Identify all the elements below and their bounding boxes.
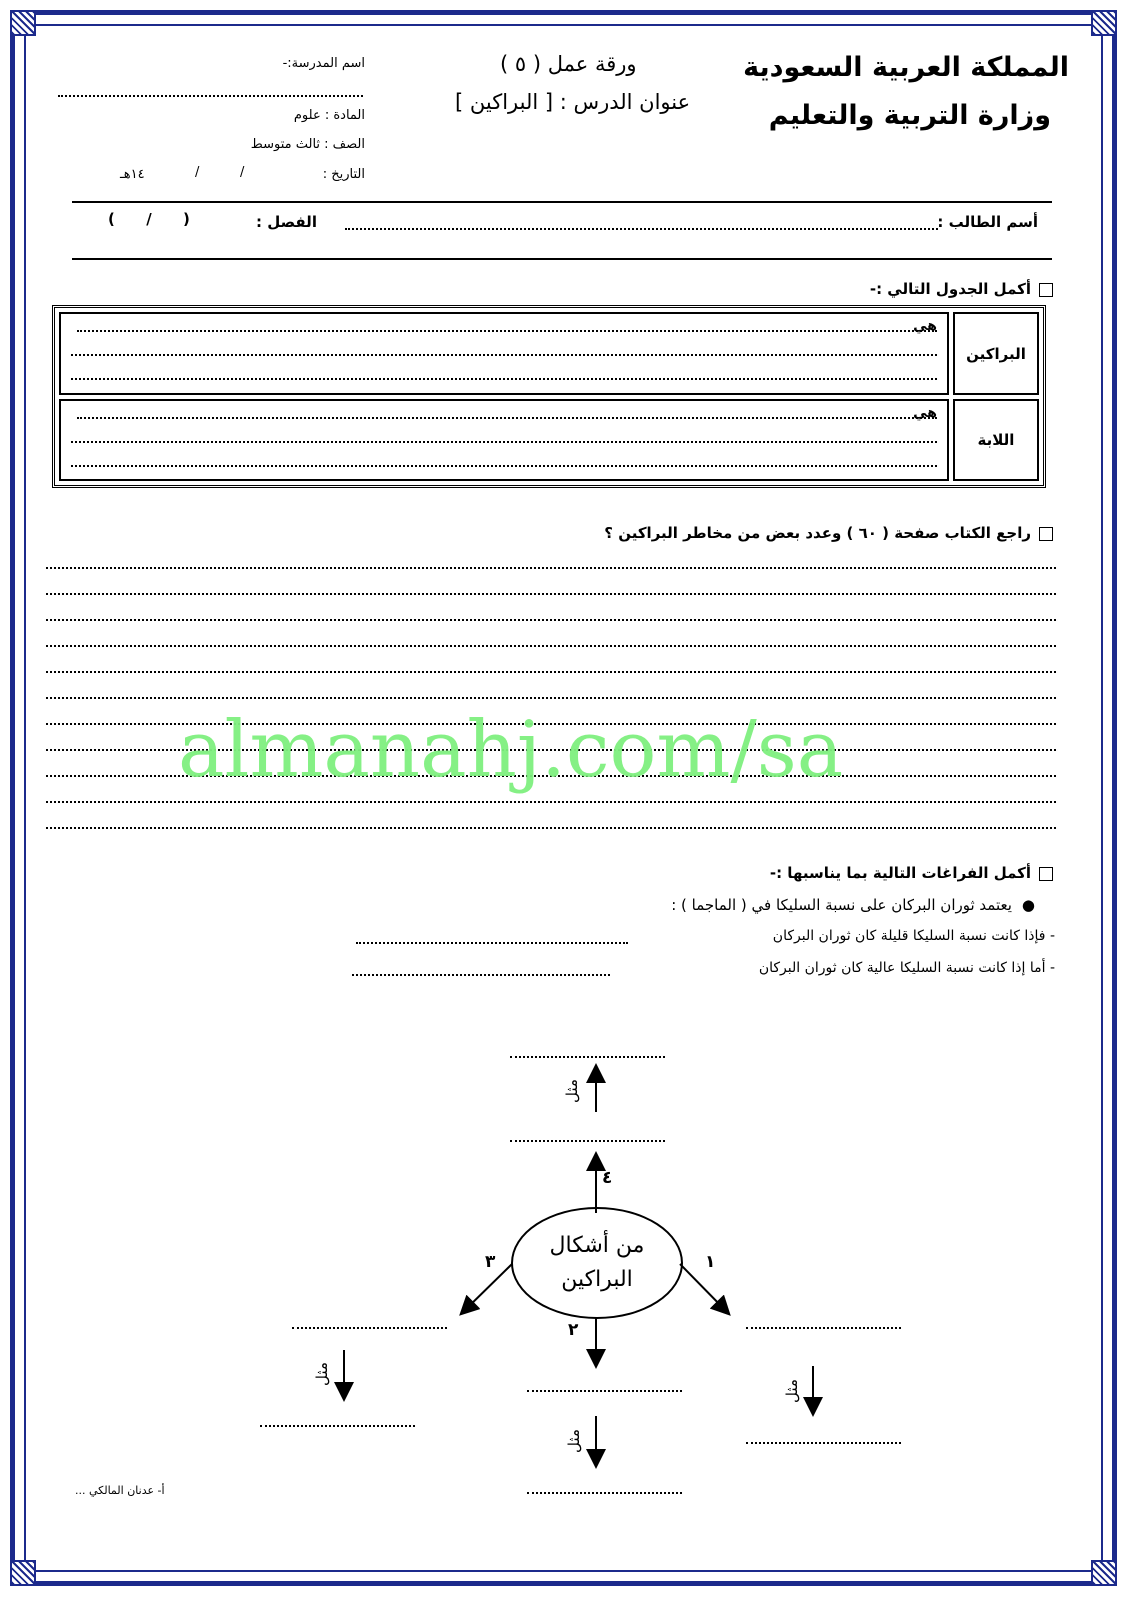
diagram-blank[interactable]	[260, 1425, 415, 1427]
diagram-number-4: ٤	[602, 1168, 613, 1188]
date-slash: /	[195, 165, 200, 180]
author-credit: أ- عدنان المالكي ...	[75, 1484, 165, 1497]
answer-lead: هي	[913, 318, 937, 334]
kingdom-title: المملكة العربية السعودية	[743, 52, 1069, 83]
diagram-blank[interactable]	[746, 1327, 901, 1329]
q2-title-text: راجع الكتاب صفحة ( ٦٠ ) وعدد بعض من مخاطر البراكين ؟	[604, 524, 1031, 542]
example-label: مثل	[562, 1079, 581, 1103]
q3-line2: - أما إذا كانت نسبة السليكا عالية كان ثوران البركان	[758, 960, 1055, 976]
example-label: مثل	[564, 1429, 583, 1453]
class-label: الفصل :	[256, 213, 317, 231]
subject-label: المادة : علوم	[293, 108, 365, 123]
term-label: البراكين	[966, 344, 1026, 363]
watermark: almanahj.com/sa	[178, 705, 844, 795]
diagram-blank[interactable]	[746, 1442, 901, 1444]
worksheet-number: ورقة عمل ( ٥ )	[500, 52, 637, 76]
diagram-blank[interactable]	[510, 1056, 665, 1058]
date-slash: /	[240, 165, 245, 180]
arrow-diagonal	[680, 1264, 728, 1313]
diagram-center-oval	[511, 1207, 683, 1319]
diagram-number-2: ٢	[568, 1320, 579, 1340]
bullet-icon: ●	[1021, 896, 1035, 914]
term-label: اللابة	[977, 431, 1015, 450]
school-label: اسم المدرسة:-	[282, 56, 365, 71]
diagram-blank[interactable]	[527, 1492, 682, 1494]
lesson-title: عنوان الدرس : [ البراكين ]	[455, 90, 691, 114]
diagram-blank[interactable]	[510, 1140, 665, 1142]
ministry-title: وزارة التربية والتعليم	[768, 100, 1051, 131]
diagram-center-text: من أشكال البراكين	[549, 1233, 645, 1292]
q3-title-text: أكمل الفراغات التالية بما يناسبها :-	[769, 864, 1031, 882]
example-label: مثل	[782, 1379, 801, 1403]
diagram-number-3: ٣	[485, 1252, 496, 1272]
date-label: التاريخ :	[322, 167, 365, 182]
q3-line1: - فإذا كانت نسبة السليكا قليلة كان ثوران البركان	[772, 928, 1055, 944]
q3-bullet-text: يعتمد ثوران البركان على نسبة السليكا في ( الماجما ) :	[671, 896, 1012, 914]
diagram-blank[interactable]	[527, 1390, 682, 1392]
student-name-label: أسم الطالب :	[937, 213, 1038, 231]
q1-title-text: أكمل الجدول التالي :-	[869, 280, 1031, 298]
date-year: ١٤هـ	[120, 167, 145, 182]
diagram-blank[interactable]	[292, 1327, 447, 1329]
grade-label: الصف : ثالث متوسط	[250, 137, 365, 152]
example-label: مثل	[312, 1362, 331, 1386]
answer-lead: هي	[913, 404, 937, 421]
class-value: ( / )	[108, 210, 190, 228]
diagram-number-1: ١	[705, 1252, 716, 1272]
